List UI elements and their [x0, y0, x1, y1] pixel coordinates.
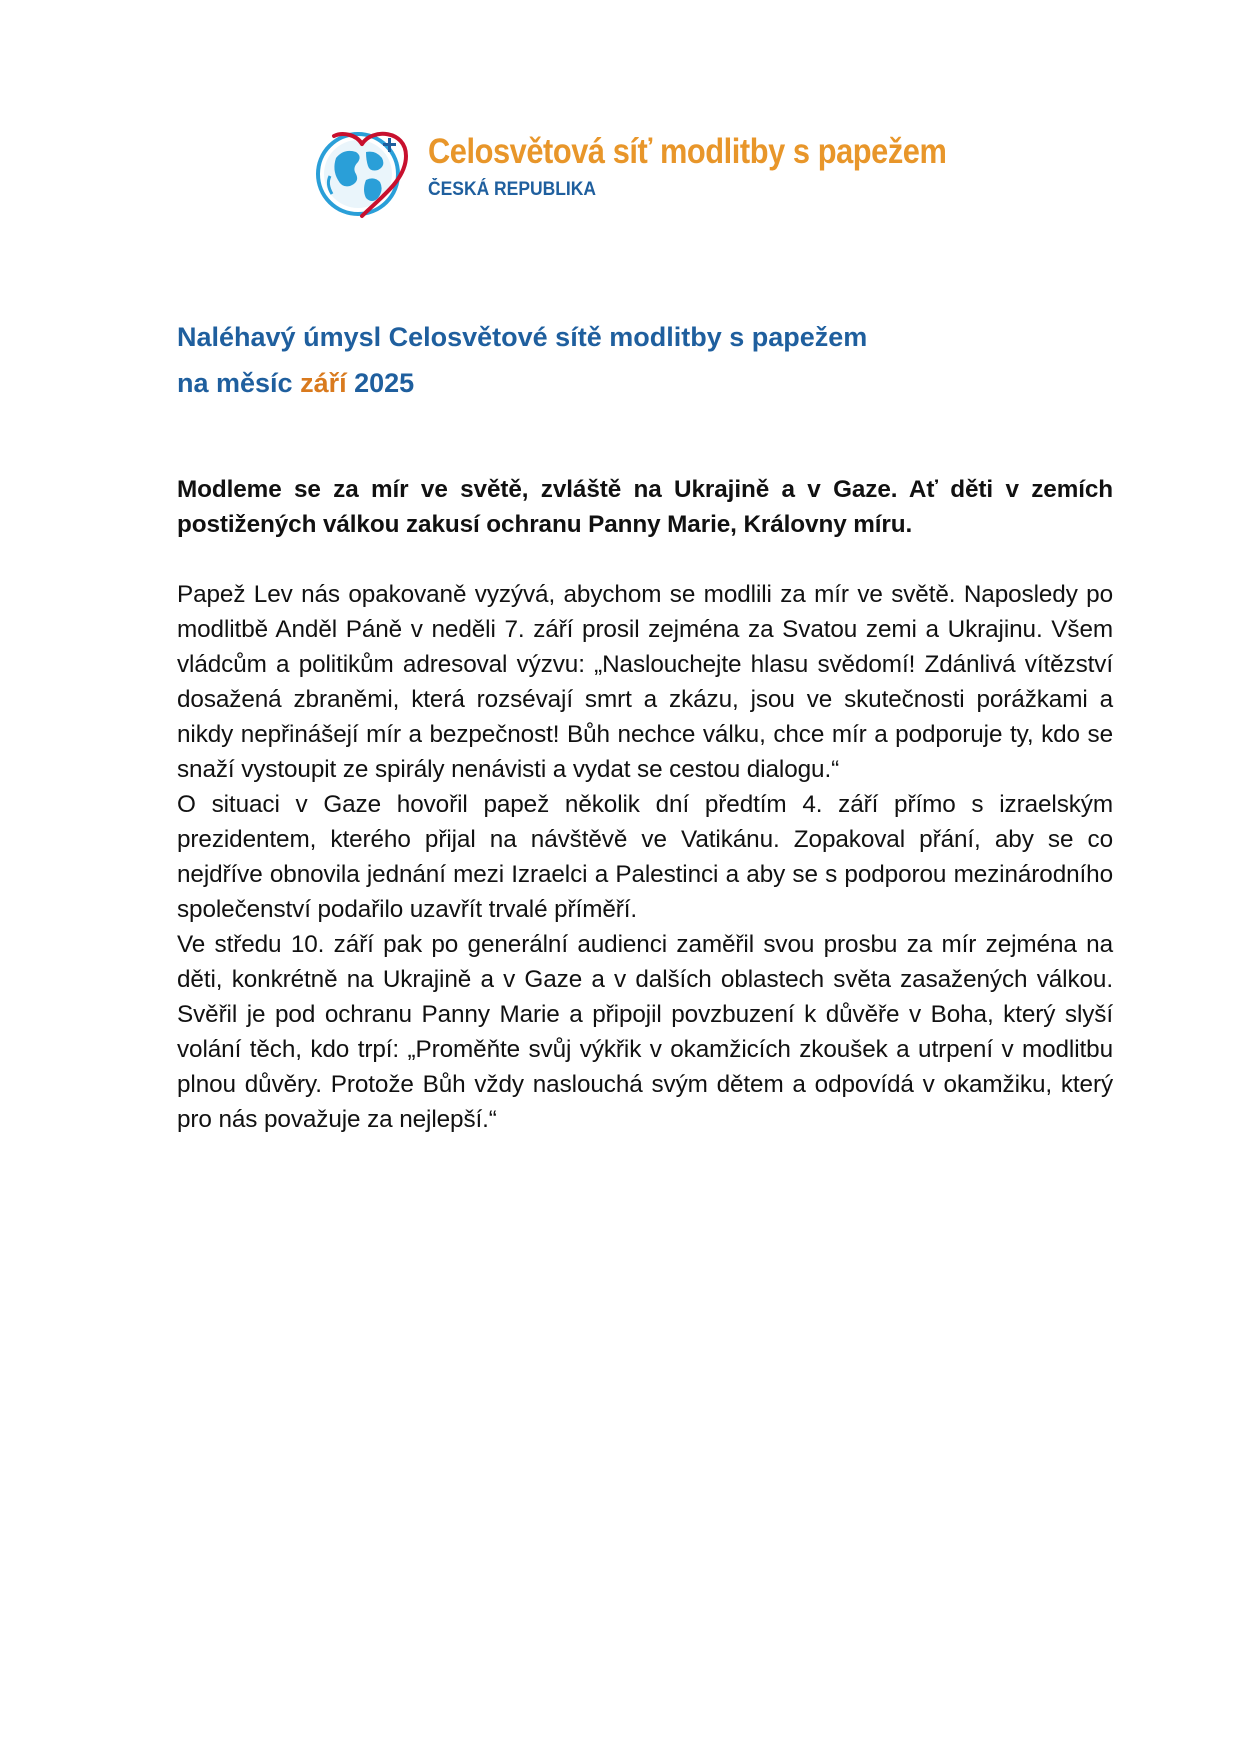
prayer-intention: Modleme se za mír ve světě, zvláště na Ukrajině a v Gaze. Ať děti v zemích postižených válkou zakusí ochranu Panny Marie, Královny míru. — [177, 476, 1113, 538]
title-month-prefix: na měsíc — [177, 368, 301, 398]
logo — [310, 122, 950, 222]
document-body — [177, 472, 1113, 1137]
globe-heart-cross-icon — [310, 122, 420, 222]
body-paragraph: O situaci v Gaze hovořil papež několik dní předtím 4. září přímo s izraelským prezidentem, kterého přijal na návštěvě ve Vatikánu. Zopakoval přání, aby se co nejdříve obnovila jednání mezi Izraelci a Palestinci a aby se s podporou mezinárodního společenství podařilo uzavřít trvalé příměří. — [177, 791, 1113, 923]
document-title — [177, 314, 1077, 406]
title-line-1: Naléhavý úmysl Celosvětové sítě modlitby s papežem — [177, 322, 868, 352]
title-month: září — [300, 368, 347, 398]
body-paragraph: Papež Lev nás opakovaně vyzývá, abychom se modlili za mír ve světě. Naposledy po modlitbě Anděl Páně v neděli 7. září prosil zejména za Svatou zemi a Ukrajinu. Všem vládcům a politikům adresoval výzvu: „Naslouchejte hlasu svědomí! Zdánlivá vítězství dosažená zbraněmi, která rozsévají smrt a zkázu, jsou ve skutečnosti porážkami a nikdy nepřinášejí mír a bezpečnost! Bůh nechce válku, chce mír a podporuje ty, kdo se snaží vystoupit ze spirály nenávisti a vydat se cestou dialogu.“ — [177, 581, 1113, 783]
logo-subtitle: ČESKÁ REPUBLIKA — [428, 179, 597, 200]
title-year: 2025 — [346, 368, 415, 398]
logo-name: Celosvětová síť modlitby s papežem — [428, 132, 947, 171]
title-line-2 — [177, 360, 1077, 406]
logo-text — [428, 132, 948, 202]
body-paragraph: Ve středu 10. září pak po generální audienci zaměřil svou prosbu za mír zejména na děti, konkrétně na Ukrajině a v Gaze a v dalších oblastech světa zasažených válkou. Svěřil je pod ochranu Panny Marie a připojil povzbuzení k důvěře v Boha, který slyší volání těch, kdo trpí: „Proměňte svůj výkřik v okamžicích zkoušek a utrpení v modlitbu plnou důvěry. Protože Bůh vždy naslouchá svým dětem a odpovídá v okamžiku, který pro nás považuje za nejlepší.“ — [177, 931, 1113, 1133]
